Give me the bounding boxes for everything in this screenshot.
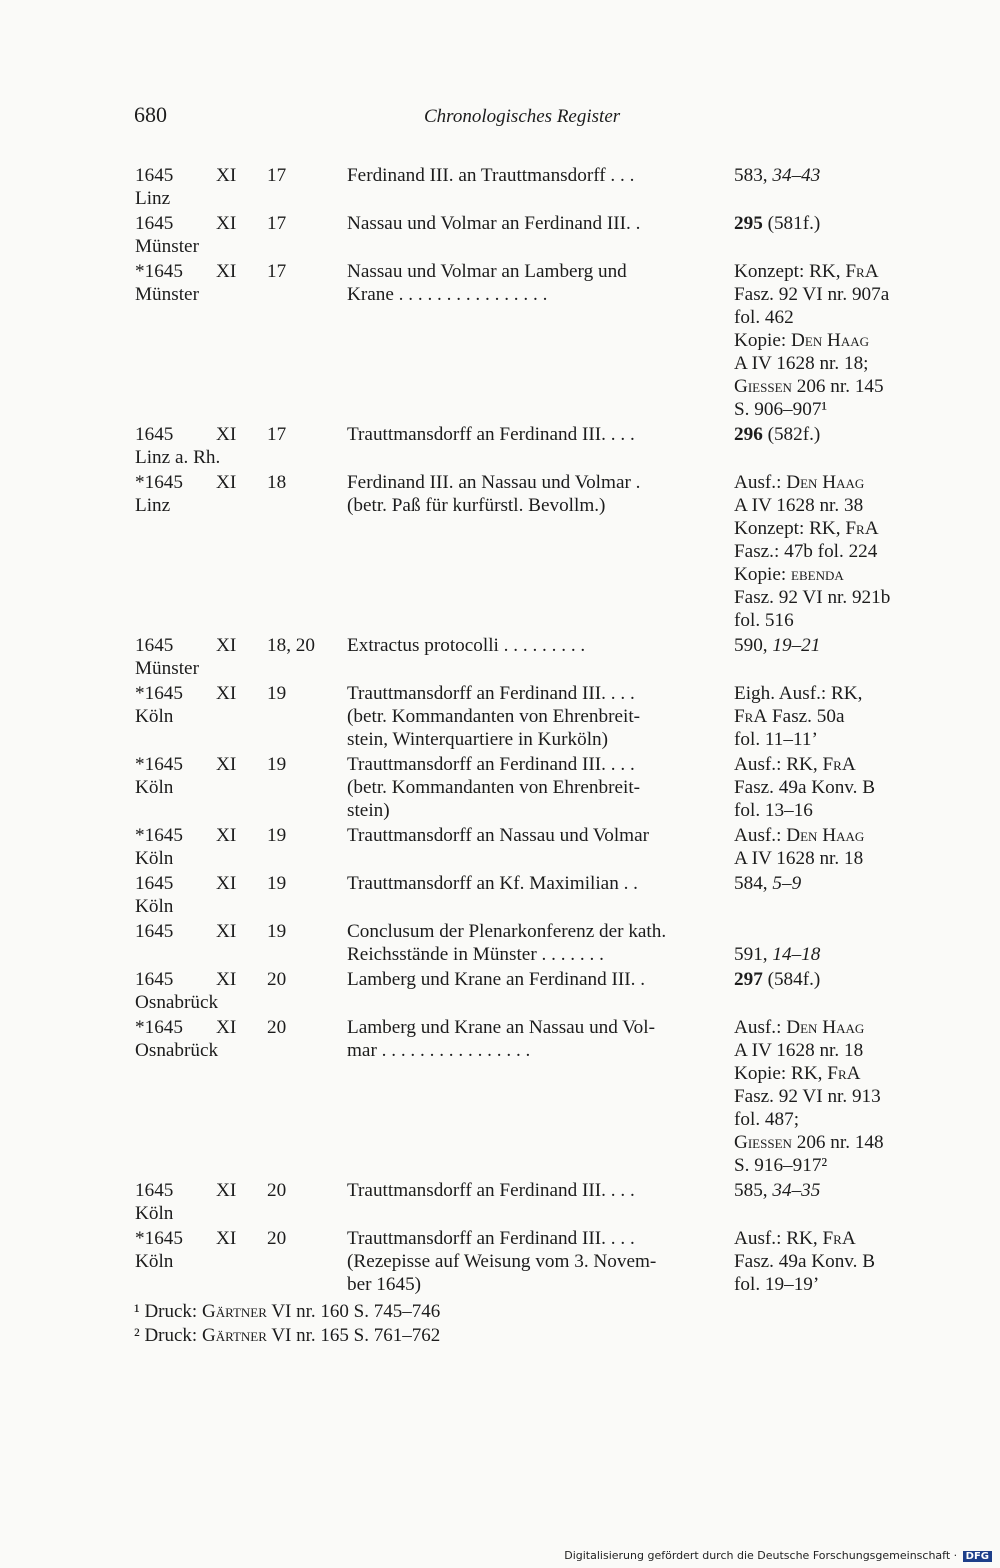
entry-reference — [734, 872, 914, 918]
register-entry — [0, 1227, 1000, 1296]
entry-place: Münster — [135, 284, 199, 305]
entry-year: *1645 — [135, 261, 183, 282]
entry-reference-line: A IV 1628 nr. 18 — [734, 848, 864, 869]
entry-date — [0, 423, 347, 469]
entry-day: 19 — [267, 683, 287, 704]
entry-month: XI — [216, 873, 237, 894]
entry-reference-line: 585, 34–35 — [734, 1180, 821, 1201]
entry-year: 1645 — [135, 969, 174, 990]
entry-year: *1645 — [135, 472, 183, 493]
register-entry — [0, 824, 1000, 870]
entry-day: 19 — [267, 921, 287, 942]
entry-reference-line: Fasz. 49a Konv. B — [734, 777, 876, 798]
entry-place: Köln — [135, 1203, 174, 1224]
entry-title — [347, 872, 710, 918]
entry-reference — [734, 1016, 914, 1177]
entry-title-line: Krane . . . . . . . . . . . . . . . . — [347, 284, 548, 305]
entry-month: XI — [216, 754, 237, 775]
entry-title-line: Conclusum der Plenarkonferenz der kath. — [347, 921, 667, 942]
register-entry — [0, 212, 1000, 258]
footnote: ¹ Druck: Gärtner VI nr. 160 S. 745–746 — [134, 1301, 441, 1322]
entry-date — [0, 872, 347, 918]
entry-title-line: Nassau und Volmar an Lamberg und — [347, 261, 627, 282]
register-entry — [0, 1016, 1000, 1177]
entry-month: XI — [216, 921, 237, 942]
footnotes — [134, 1300, 440, 1348]
entry-reference-line: A IV 1628 nr. 18 — [734, 1040, 864, 1061]
entry-reference-line: fol. 19–19’ — [734, 1274, 820, 1295]
entry-place: Münster — [135, 236, 199, 257]
entry-reference-line: Ausf.: RK, FrA — [734, 754, 856, 775]
entry-date — [0, 634, 347, 680]
entry-day: 20 — [267, 1017, 287, 1038]
entry-reference-line: 296 (582f.) — [734, 424, 821, 445]
entry-reference-line: Ausf.: Den Haag — [734, 472, 865, 493]
entry-month: XI — [216, 1017, 237, 1038]
entry-reference-line — [734, 920, 914, 943]
entry-reference-line: S. 916–917² — [734, 1155, 828, 1176]
entry-month: XI — [216, 1180, 237, 1201]
entry-month: XI — [216, 261, 237, 282]
entry-reference — [734, 164, 914, 210]
entry-year: *1645 — [135, 683, 183, 704]
entry-year: 1645 — [135, 424, 174, 445]
entry-title — [347, 1179, 710, 1225]
entry-title — [347, 968, 710, 1014]
entry-year: 1645 — [135, 921, 174, 942]
entry-year: 1645 — [135, 213, 174, 234]
entry-place: Osnabrück — [135, 992, 219, 1013]
register-entry — [0, 753, 1000, 822]
entry-title-line: Trauttmansdorff an Kf. Maximilian . . — [347, 873, 638, 894]
entry-reference — [734, 1227, 914, 1296]
entry-month: XI — [216, 213, 237, 234]
entry-day: 19 — [267, 754, 287, 775]
entry-place: Köln — [135, 706, 174, 727]
register-entry — [0, 872, 1000, 918]
entry-title-line: Trauttmansdorff an Ferdinand III. . . . — [347, 754, 635, 775]
entry-date — [0, 260, 347, 421]
entry-day: 20 — [267, 1228, 287, 1249]
entry-title-line: Trauttmansdorff an Ferdinand III. . . . — [347, 1228, 635, 1249]
entry-place: Linz a. Rh. — [135, 447, 221, 468]
entry-reference-line: Fasz. 92 VI nr. 907a — [734, 284, 890, 305]
credit-text: Digitalisierung gefördert durch die Deutsche Forschungsgemeinschaft · — [564, 1549, 958, 1562]
entry-reference-line: Konzept: RK, FrA — [734, 518, 879, 539]
entry-place: Münster — [135, 658, 199, 679]
entry-reference — [734, 920, 914, 966]
register-entries — [0, 164, 1000, 1298]
entry-year: 1645 — [135, 165, 174, 186]
entry-title — [347, 1227, 710, 1296]
entry-day: 17 — [267, 165, 287, 186]
entry-title-line: (Rezepisse auf Weisung vom 3. Novem- — [347, 1251, 657, 1272]
entry-reference-line: 591, 14–18 — [734, 944, 821, 965]
entry-title-line: Trauttmansdorff an Nassau und Volmar — [347, 825, 650, 846]
entry-reference-line: Giessen 206 nr. 148 — [734, 1132, 884, 1153]
entry-day: 18 — [267, 472, 287, 493]
entry-reference-line: Konzept: RK, FrA — [734, 261, 879, 282]
entry-title-line: Ferdinand III. an Nassau und Volmar . — [347, 472, 641, 493]
entry-reference-line: Kopie: RK, FrA — [734, 1063, 861, 1084]
entry-year: 1645 — [135, 635, 174, 656]
entry-reference-line: fol. 13–16 — [734, 800, 813, 821]
entry-date — [0, 1179, 347, 1225]
entry-reference-line: 583, 34–43 — [734, 165, 821, 186]
entry-place: Köln — [135, 896, 174, 917]
entry-day: 17 — [267, 213, 287, 234]
entry-year: *1645 — [135, 1228, 183, 1249]
page-header — [134, 102, 714, 132]
entry-date — [0, 1227, 347, 1296]
entry-title-line: Lamberg und Krane an Nassau und Vol- — [347, 1017, 656, 1038]
entry-year: *1645 — [135, 754, 183, 775]
entry-reference-line: Fasz.: 47b fol. 224 — [734, 541, 878, 562]
entry-title — [347, 682, 710, 751]
entry-reference-line: Fasz. 49a Konv. B — [734, 1251, 876, 1272]
entry-title-line: ber 1645) — [347, 1274, 422, 1295]
entry-month: XI — [216, 472, 237, 493]
entry-reference-line: fol. 11–11’ — [734, 729, 818, 750]
dfg-logo: DFG — [963, 1551, 992, 1562]
entry-reference — [734, 260, 914, 421]
register-entry — [0, 260, 1000, 421]
entry-date — [0, 968, 347, 1014]
entry-reference-line: Fasz. 92 VI nr. 913 — [734, 1086, 881, 1107]
entry-reference — [734, 423, 914, 469]
entry-reference-line: S. 906–907¹ — [734, 399, 828, 420]
entry-title-line: stein, Winterquartiere in Kurköln) — [347, 729, 609, 750]
entry-title-line: Trauttmansdorff an Ferdinand III. . . . — [347, 424, 635, 445]
entry-reference-line: Ausf.: Den Haag — [734, 1017, 865, 1038]
entry-reference — [734, 824, 914, 870]
entry-day: 19 — [267, 873, 287, 894]
entry-title — [347, 260, 710, 421]
entry-reference — [734, 471, 914, 632]
entry-title-line: stein) — [347, 800, 390, 821]
entry-title-line: Trauttmansdorff an Ferdinand III. . . . — [347, 683, 635, 704]
entry-title-line: (betr. Kommandanten von Ehrenbreit- — [347, 777, 641, 798]
entry-title-line: Trauttmansdorff an Ferdinand III. . . . — [347, 1180, 635, 1201]
entry-month: XI — [216, 165, 237, 186]
entry-title — [347, 164, 710, 210]
entry-reference-line: Eigh. Ausf.: RK, — [734, 683, 863, 704]
entry-year: *1645 — [135, 1017, 183, 1038]
page-number: 680 — [134, 102, 167, 127]
entry-place: Linz — [135, 188, 171, 209]
entry-title — [347, 920, 710, 966]
entry-day: 17 — [267, 424, 287, 445]
register-entry — [0, 634, 1000, 680]
entry-day: 18, 20 — [267, 635, 315, 656]
entry-reference-line: A IV 1628 nr. 38 — [734, 495, 864, 516]
entry-month: XI — [216, 1228, 237, 1249]
entry-day: 17 — [267, 261, 287, 282]
entry-date — [0, 164, 347, 210]
entry-reference-line: Ausf.: RK, FrA — [734, 1228, 856, 1249]
register-entry — [0, 682, 1000, 751]
entry-title — [347, 212, 710, 258]
register-entry — [0, 920, 1000, 966]
entry-title-line: Reichsstände in Münster . . . . . . . — [347, 944, 604, 965]
entry-title-line: Nassau und Volmar an Ferdinand III. . — [347, 213, 641, 234]
entry-month: XI — [216, 969, 237, 990]
entry-title — [347, 1016, 710, 1177]
entry-reference-line: Kopie: ebenda — [734, 564, 844, 585]
entry-reference-line: Ausf.: Den Haag — [734, 825, 865, 846]
entry-title — [347, 471, 710, 632]
entry-date — [0, 1016, 347, 1177]
entry-month: XI — [216, 683, 237, 704]
entry-day: 20 — [267, 969, 287, 990]
footnote: ² Druck: Gärtner VI nr. 165 S. 761–762 — [134, 1325, 441, 1346]
entry-date — [0, 682, 347, 751]
entry-month: XI — [216, 825, 237, 846]
entry-place: Linz — [135, 495, 171, 516]
register-entry — [0, 1179, 1000, 1225]
entry-day: 19 — [267, 825, 287, 846]
entry-reference-line: A IV 1628 nr. 18; — [734, 353, 869, 374]
entry-title — [347, 634, 710, 680]
entry-reference-line: fol. 487; — [734, 1109, 800, 1130]
entry-reference-line: Giessen 206 nr. 145 — [734, 376, 884, 397]
entry-date — [0, 212, 347, 258]
entry-date — [0, 920, 347, 966]
entry-place: Köln — [135, 848, 174, 869]
entry-reference-line: Fasz. 92 VI nr. 921b — [734, 587, 891, 608]
entry-reference-line: fol. 516 — [734, 610, 794, 631]
entry-reference-line: 295 (581f.) — [734, 213, 821, 234]
entry-title-line: (betr. Kommandanten von Ehrenbreit- — [347, 706, 641, 727]
register-entry — [0, 968, 1000, 1014]
digitization-credit — [564, 1549, 992, 1562]
entry-title — [347, 423, 710, 469]
entry-reference — [734, 682, 914, 751]
entry-year: *1645 — [135, 825, 183, 846]
entry-reference — [734, 753, 914, 822]
entry-title-line: Ferdinand III. an Trauttmansdorff . . . — [347, 165, 635, 186]
entry-year: 1645 — [135, 873, 174, 894]
entry-date — [0, 824, 347, 870]
entry-date — [0, 471, 347, 632]
entry-place: Osnabrück — [135, 1040, 219, 1061]
register-entry — [0, 471, 1000, 632]
entry-reference — [734, 634, 914, 680]
entry-day: 20 — [267, 1180, 287, 1201]
entry-place: Köln — [135, 1251, 174, 1272]
entry-title-line: mar . . . . . . . . . . . . . . . . — [347, 1040, 531, 1061]
running-title: Chronologisches Register — [424, 106, 621, 127]
entry-title-line: (betr. Paß für kurfürstl. Bevollm.) — [347, 495, 606, 516]
entry-place: Köln — [135, 777, 174, 798]
entry-title — [347, 753, 710, 822]
entry-month: XI — [216, 635, 237, 656]
entry-reference-line: 297 (584f.) — [734, 969, 821, 990]
entry-reference-line: 590, 19–21 — [734, 635, 821, 656]
entry-year: 1645 — [135, 1180, 174, 1201]
register-entry — [0, 423, 1000, 469]
entry-date — [0, 753, 347, 822]
register-entry — [0, 164, 1000, 210]
entry-reference — [734, 212, 914, 258]
entry-title-line: Extractus protocolli . . . . . . . . . — [347, 635, 586, 656]
entry-title — [347, 824, 710, 870]
entry-month: XI — [216, 424, 237, 445]
entry-reference — [734, 968, 914, 1014]
entry-reference-line: Kopie: Den Haag — [734, 330, 870, 351]
entry-reference-line: 584, 5–9 — [734, 873, 802, 894]
entry-reference-line: FrA Fasz. 50a — [734, 706, 845, 727]
entry-title-line: Lamberg und Krane an Ferdinand III. . — [347, 969, 646, 990]
entry-reference-line: fol. 462 — [734, 307, 794, 328]
entry-reference — [734, 1179, 914, 1225]
